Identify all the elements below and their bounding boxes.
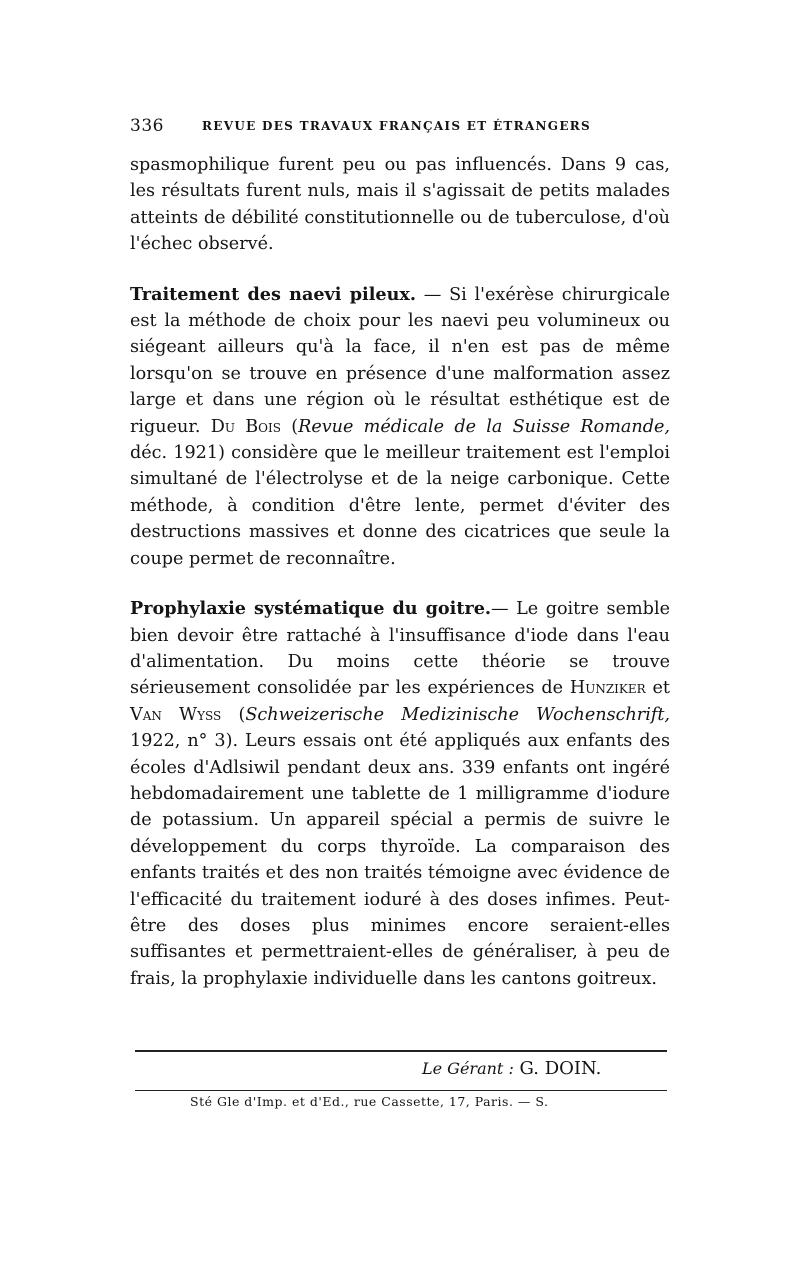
paragraph-text: ( [221,704,246,725]
paragraph-text: — Si l'exérèse chirurgicale est la méthode de choix pour les naevi peu volumineux ou siégeant ailleurs qu'à la face, il n'en est pas de même lorsqu'on se trouve en présence d'une malformation assez large et dans une région où le résultat esthétique est de rigueur. [130,284,670,437]
paragraph-text: 1922, n° 3). Leurs essais ont été appliqués aux enfants des écoles d'Adlsiwil pendant deux ans. 339 enfants ont ingéré hebdomadairement une tablette de 1 milligramme d'iodure de potassium. Un appareil spécial a permis de suivre le développement du corps thyroïde. La comparaison des enfants traités et des non traités témoigne avec évidence de l'efficacité du traitement ioduré à des doses infimes. Peut-être des doses plus minimes encore seraient-elles suffisantes et permettraient-elles de généraliser, à peu de frais, la prophylaxie individuelle dans les cantons goitreux. [130,731,670,989]
gerant-name: G. DOIN. [513,1058,602,1079]
article-body [130,152,670,992]
footer-rule-bottom [135,1090,667,1091]
paragraph-naevi [130,282,670,572]
journal-title: Schweizerische Medizinische Wochenschrift, [245,704,671,725]
journal-title: Revue médicale de la Suisse Romande, [298,416,670,437]
paragraph-text: ( [280,416,299,437]
printer-imprint: Sté Gle d'Imp. et d'Ed., rue Cassette, 17, Paris. — S. [190,1094,549,1109]
section-heading-goitre: Prophylaxie systématique du goitre. [130,598,492,620]
author-name: Du Bois [210,416,281,437]
author-name: Van Wyss [130,704,222,725]
paragraph-text: déc. 1921) considère que le meilleur traitement est l'emploi simultané de l'électrolyse et de la neige carbonique. Cette méthode, à condition d'être lente, permet d'éviter des destructions massives et donne des cicatrices que seule la coupe permet de reconnaître. [130,443,670,569]
paragraph-spasmophilie [130,152,670,258]
gerant-signature [422,1058,601,1079]
page-number: 336 [130,116,164,136]
paragraph-text: spasmophilique furent peu ou pas influencés. Dans 9 cas, les résultats furent nuls, mais il s'agissait de petits malades atteints de débilité constitutionnelle ou de tuberculose, d'où l'échec observé. [130,155,670,255]
footer-rule-top [135,1050,667,1052]
author-name: Hunziker [569,678,646,699]
running-head: REVUE DES TRAVAUX FRANÇAIS ET ÉTRANGERS [202,119,592,133]
gerant-label: Le Gérant : [422,1059,514,1078]
paragraph-text: — Le goitre semble bien devoir être rattaché à l'insuffisance d'iode dans l'eau d'alimentation. Du moins cette théorie se trouve sérieusement consolidée par les expériences de [130,599,670,699]
page-header [130,116,670,138]
paragraph-goitre [130,596,670,992]
section-heading-naevi: Traitement des naevi pileux. [130,283,417,305]
paragraph-text: et [645,678,670,699]
